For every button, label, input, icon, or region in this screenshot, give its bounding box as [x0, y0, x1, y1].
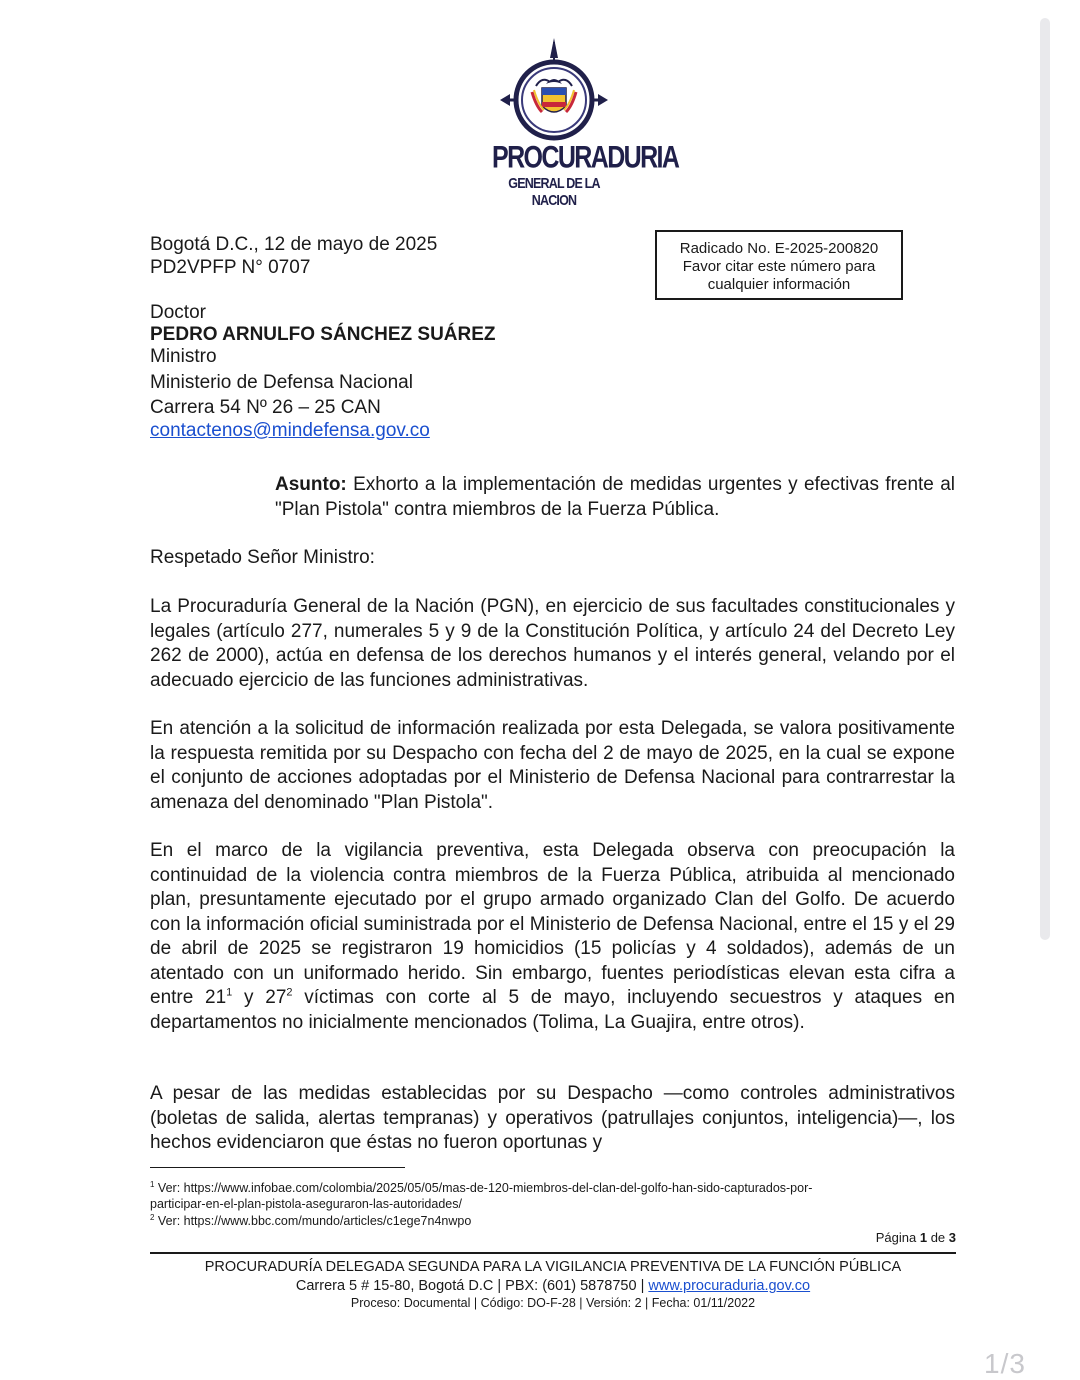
page-current: 1 [919, 1230, 928, 1245]
footnote-1-number: 1 [150, 1179, 155, 1189]
paragraph-3-text-b: y 27 [232, 987, 287, 1008]
paragraph-3-text-c: víctimas con corte al 5 de mayo, incluyendo secuestros y ataques en departamentos no inicialmente mencionados (Tolima, La Guajira, entre otros). [150, 987, 955, 1033]
footer-website-link[interactable]: www.procuraduria.gov.co [648, 1278, 811, 1294]
recipient-title: Doctor [150, 302, 206, 323]
recipient-email-link[interactable]: contactenos@mindefensa.gov.co [150, 420, 430, 441]
salutation: Respetado Señor Ministro: [150, 547, 375, 568]
footnote-1-text: Ver: https://www.infobae.com/colombia/2025/05/05/mas-de-120-miembros-del-clan-del-golfo-han-sido-capturados-por- [154, 1181, 813, 1195]
footer-process-info: Proceso: Documental | Código: DO-F-28 | Versión: 2 | Fecha: 01/11/2022 [350, 1296, 756, 1310]
radicado-box [655, 230, 903, 300]
scrollbar[interactable] [1040, 18, 1050, 940]
paragraph-1-text: La Procuraduría General de la Nación (PGN), en ejercicio de sus facultades constitucionales y legales (artículo 277, numerales 5 y 9 de la Constitución Política, y artículo 24 del Decreto Ley 262 de 2000), actúa en defensa de los derechos humanos y el interés general, velando por el adecuado ejercicio de las funciones administrativas. [150, 596, 955, 691]
paragraph-4 [150, 1082, 955, 1156]
recipient-org: Ministerio de Defensa Nacional [150, 372, 413, 393]
footnote-ref-1: 1 [226, 986, 233, 999]
page-number: Página 1 de 3 [875, 1230, 956, 1245]
logo-title: PROCURADURIA [492, 140, 679, 175]
footnote-2 [150, 1213, 955, 1229]
footnote-2-number: 2 [150, 1212, 155, 1222]
subject-label: Asunto: [275, 474, 347, 495]
paragraph-2 [150, 717, 955, 815]
footnote-1-text-cont: participar-en-el-plan-pistola-aseguraron-las-autoridades/ [150, 1197, 462, 1211]
paragraph-3-text-a: En el marco de la vigilancia preventiva, esta Delegada observa con preocupación la continuidad de la violencia contra miembros de la Fuerza Pública, atribuida al mencionado plan, presuntamente ejecutado por el grupo armado organizado Clan del Golfo. De acuerdo con la información oficial suministrada por el Ministerio de Defensa Nacional, entre el 15 y el 29 de abril de 2025 se registraron 19 homicidios (15 policías y 4 soldados), además de un atentado con un uniformado herido. Sin embargo, fuentes periodísticas elevan esta cifra a entre 21 [150, 840, 955, 1008]
paragraph-4-text: A pesar de las medidas establecidas por su Despacho —como controles administrativos (boletas de salida, alertas tempranas) y operativos (patrullajes conjuntos, inteligencia)—, los hechos evidenciaron que éstas no fueron oportunas y [150, 1083, 955, 1153]
subject-text: Exhorto a la implementación de medidas urgentes y efectivas frente al "Plan Pistola" contra miembros de la Fuerza Pública. [275, 474, 955, 520]
paragraph-2-text: En atención a la solicitud de información realizada por esta Delegada, se valora positivamente la respuesta remitida por su Despacho con fecha del 2 de mayo de 2025, en la cual se expone el conjunto de acciones adoptadas por el Ministerio de Defensa Nacional para contrarrestar la amenaza del denominado "Plan Pistola". [150, 718, 955, 813]
footnote-2-text: Ver: https://www.bbc.com/mundo/articles/c1ege7n4nwpo [154, 1214, 472, 1228]
subject-block [275, 473, 955, 522]
procuraduria-logo [492, 36, 679, 209]
paragraph-1 [150, 595, 955, 693]
letter-date: Bogotá D.C., 12 de mayo de 2025 [150, 234, 438, 255]
footer-office: PROCURADURÍA DELEGADA SEGUNDA PARA LA VIGILANCIA PREVENTIVA DE LA FUNCIÓN PÚBLICA [204, 1259, 902, 1275]
paragraph-3 [150, 839, 955, 1035]
viewer-page-indicator: 1/3 [984, 1348, 1026, 1379]
page-total: 3 [948, 1230, 956, 1245]
recipient-address: Carrera 54 Nº 26 – 25 CAN [150, 397, 381, 418]
letter-reference: PD2VPFP N° 0707 [150, 257, 311, 278]
footnote-1 [150, 1180, 955, 1212]
radicado-note-1: Favor citar este número para [682, 258, 876, 275]
logo-subtitle: GENERAL DE LA NACION [508, 175, 600, 209]
footnote-divider [150, 1167, 405, 1168]
recipient-role: Ministro [150, 346, 217, 367]
footnote-ref-2: 2 [286, 986, 293, 999]
radicado-note-2: cualquier información [707, 276, 851, 293]
recipient-name: PEDRO ARNULFO SÁNCHEZ SUÁREZ [150, 324, 496, 345]
footer-divider [150, 1252, 956, 1254]
radicado-number: Radicado No. E-2025-200820 [679, 240, 879, 257]
footer-contact: Carrera 5 # 15-80, Bogotá D.C | PBX: (601) 5878750 | www.procuraduria.gov.co [295, 1278, 811, 1294]
coat-of-arms-icon [492, 36, 616, 144]
